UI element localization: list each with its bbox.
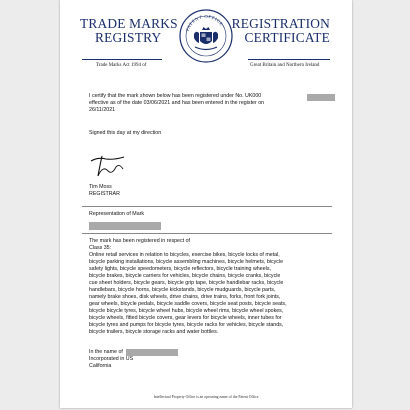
goods-line: bicycle parking installations, bicycle assembling machines, bicycle helmets, bicycle [89, 259, 284, 265]
owner-state: California [89, 363, 112, 369]
goods-line: bicycle tyres and pumps for bicycle tyres, bicycle racks for vehicles, bicycle stands, [89, 322, 284, 328]
certify-line2: effective as of the date 03/06/2021 and has been entered in the register on [89, 100, 265, 106]
patent-office-crest-icon [178, 8, 234, 64]
goods-services-list [89, 252, 335, 336]
crest-ring-text: PATENT OFFICE [184, 13, 225, 32]
goods-line: bicycle trailers, bicycle storage racks and water bottles. [89, 329, 219, 335]
jurisdiction-subtitle: Great Britain and Northern Ireland [250, 63, 320, 68]
goods-line: namely brake shoes, disk wheels, drive chains, drive trains, forks, front fork joints, [89, 294, 281, 300]
header-right-rule [248, 59, 330, 60]
goods-line: safety lights, bicycle speedometers, bicycle reflectors, bicycle training wheels, [89, 266, 271, 272]
registrar-title: REGISTRAR [89, 191, 120, 197]
owner-in-name-of: In the name of [89, 349, 123, 355]
header-left-line2: REGISTRY [95, 30, 162, 45]
goods-line: Online retail services in relation to bicycles, exercise bikes, bicycle locks of metal, [89, 252, 280, 258]
goods-line: bicycle bicycle tyres, bicycle wheel hubs, bicycle wheel rims, bicycle wheel spokes, [89, 308, 284, 314]
act-subtitle: Trade Marks Act 1994 of [96, 63, 147, 68]
certify-paragraph [89, 93, 264, 114]
representation-label: Representation of Mark [89, 211, 145, 217]
goods-line: bicycle wheels, fitted bicycle covers, gear levers for bicycle wheels, inner tubes for [89, 315, 282, 321]
registration-number-redaction [307, 94, 335, 101]
section-divider-top [82, 206, 332, 207]
footer-note: Intellectual Property Office is an operating name of the Patent Office [153, 395, 259, 399]
owner-name-redaction [126, 349, 178, 356]
header-right [232, 17, 330, 45]
section-divider-bottom [82, 233, 332, 234]
registrar-name: Tim Moss [89, 184, 112, 190]
mark-representation-redaction [89, 222, 161, 230]
goods-line: cue sheet holders, bicycle gears, bicycle grip tape, bicycle handlebar racks, bicycle [89, 280, 284, 286]
header-left [80, 17, 178, 45]
goods-line: gear wheels, bicycle pedals, bicycle saddle covers, bicycle seat posts, bicycle seats, [89, 301, 287, 307]
certificate-page [60, 0, 352, 408]
header-left-rule [82, 59, 162, 60]
goods-line: bicycle brakes, bicycle carriers for vehicles, bicycle chains, bicycle cranks, bicycle [89, 273, 281, 279]
registered-intro: The mark has been registered in respect of [89, 238, 190, 244]
header-left-line1: TRADE MARKS [80, 16, 178, 31]
registrar-signature [88, 152, 130, 180]
class-label: Class 35: [89, 245, 112, 251]
certify-line1: I certify that the mark shown below has been registered under No. UK000 [89, 93, 262, 99]
signed-statement: Signed this day at my direction [89, 130, 162, 136]
goods-line: handlebars, bicycle horns, bicycle kickstands, bicycle mudguards, bicycle parts, [89, 287, 276, 293]
owner-incorporated: Incorporated in US [89, 356, 134, 362]
header-right-line2: CERTIFICATE [244, 30, 330, 45]
header-right-line1: REGISTRATION [231, 16, 330, 31]
registrar-block [89, 184, 120, 198]
certify-line3: 26/11/2021 [89, 107, 116, 113]
